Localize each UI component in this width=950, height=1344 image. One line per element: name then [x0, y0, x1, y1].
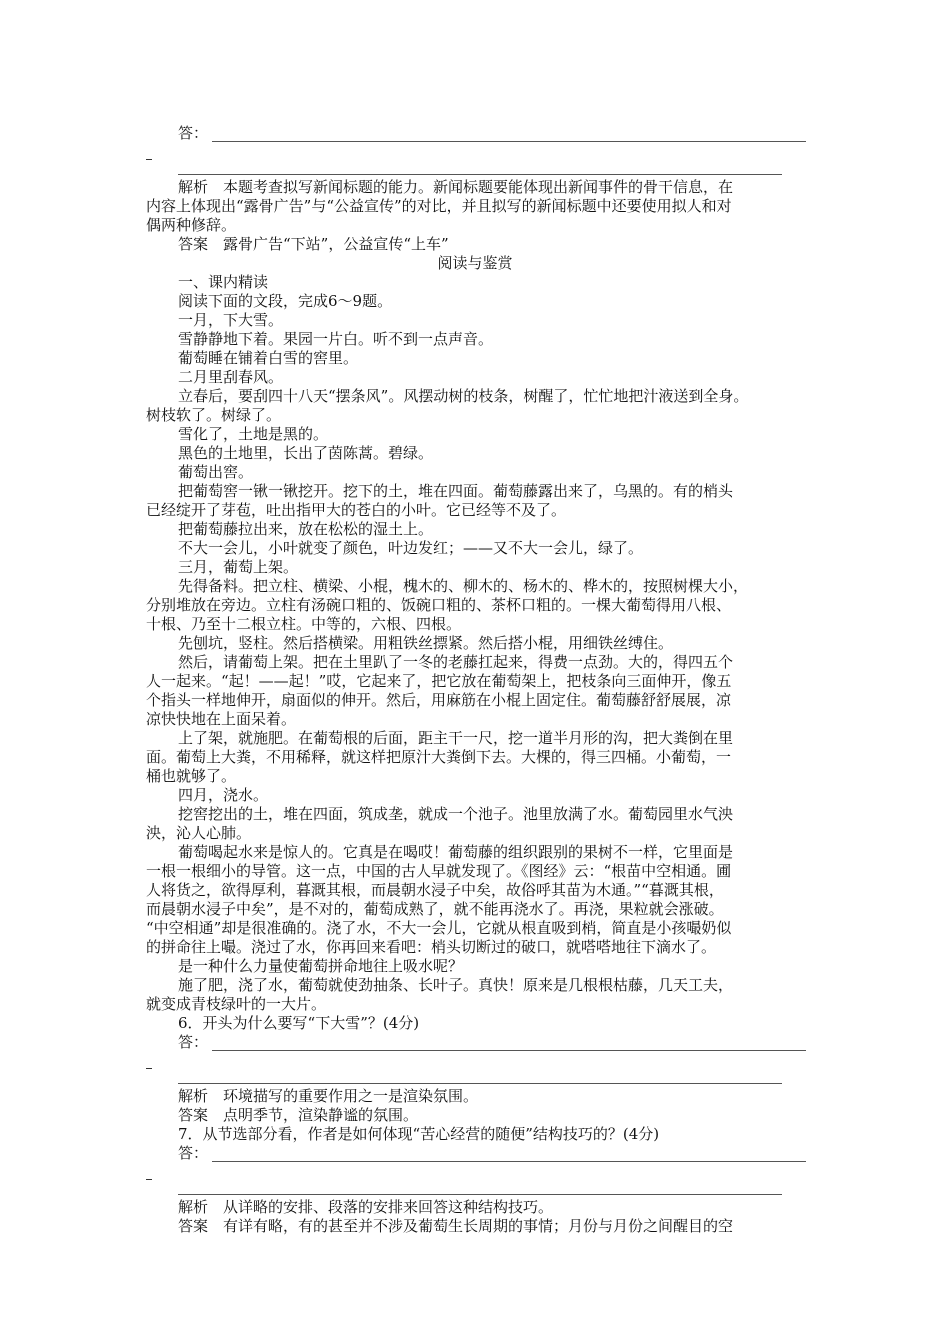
passage-line: 面。葡萄上大粪，不用稀释，就这样把原汁大粪倒下去。大棵的，得三四桶。小葡萄，一: [146, 748, 732, 766]
passage-line: 把葡萄窖一锹一锹挖开。挖下的土，堆在四面。葡萄藤露出来了，乌黑的。有的梢头: [178, 482, 734, 500]
passage-line: 雪静静地下着。果园一片白。听不到一点声音。: [178, 330, 494, 348]
passage-line: 葡萄睡在铺着白雪的窖里。: [178, 349, 359, 367]
answer-line: [178, 1194, 782, 1195]
passage-line: 把葡萄藤拉出来，放在松松的湿土上。: [178, 520, 434, 538]
analysis-text: 解析 环境描写的重要作用之一是渲染氛围。: [178, 1087, 479, 1105]
passage-line: 立春后，要刮四十八天“摆条风”。风摆动树的枝条，树醒了，忙忙地把汁液送到全身。: [178, 387, 749, 405]
answer-text: 答案 点明季节，渲染静谧的氛围。: [178, 1106, 419, 1124]
analysis-text: 解析 本题考查拟写新闻标题的能力。新闻标题要能体现出新闻事件的骨干信息，在: [178, 178, 734, 196]
passage-line: 个指头一样地伸开，扇面似的伸开。然后，用麻筋在小棍上固定住。葡萄藤舒舒展展，凉: [146, 691, 732, 709]
answer-label: 答：: [178, 1033, 209, 1051]
passage-line: 一月，下大雪。: [178, 311, 284, 329]
passage-line: 十根、乃至十二根立柱。中等的，六根、四根。: [146, 615, 462, 633]
passage-line: 树枝软了。树绿了。: [146, 406, 282, 424]
question-6: 6．开头为什么要写“下大雪”？(4分): [178, 1014, 420, 1032]
passage-line: 一根一根细小的导管。这一点，中国的古人早就发现了。《图经》云：“根苗中空相通。圃: [146, 862, 732, 880]
passage-line: “中空相通”却是很准确的。浇了水，不大一会儿，它就从根直吸到梢，简直是小孩嘬奶似: [146, 919, 732, 937]
passage-line: 先得备料。把立柱、横梁、小棍，槐木的、柳木的、杨木的、桦木的，按照树棵大小，: [178, 577, 749, 595]
passage-line: 人一起来。“起！——起！”哎，它起来了，把它放在葡萄架上，把枝条向三面伸开，像五: [146, 672, 732, 690]
passage-line: 挖窖挖出的土，堆在四面，筑成垄，就成一个池子。池里放满了水。葡萄园里水气泱: [178, 805, 734, 823]
passage-line: 分别堆放在旁边。立柱有汤碗口粗的、饭碗口粗的、茶杯口粗的。一棵大葡萄得用八根、: [146, 596, 732, 614]
answer-line-dash: [146, 159, 152, 160]
passage-line: 葡萄喝起水来是惊人的。它真是在喝哎！葡萄藤的组织跟别的果树不一样，它里面是: [178, 843, 734, 861]
passage-line: 然后，请葡萄上架。把在土里趴了一冬的老藤扛起来，得费一点劲。大的，得四五个: [178, 653, 734, 671]
passage-line: 不大一会儿，小叶就变了颜色，叶边发红；——又不大一会儿，绿了。: [178, 539, 644, 557]
question-7: 7．从节选部分看，作者是如何体现“苦心经营的随便”结构技巧的？(4分): [178, 1125, 660, 1143]
answer-label: 答：: [178, 1144, 209, 1162]
answer-line: [212, 141, 806, 142]
answer-line: [178, 1083, 782, 1084]
passage-line: 桶也就够了。: [146, 767, 237, 785]
passage-line: 雪化了，土地是黑的。: [178, 425, 329, 443]
passage-line: 是一种什么力量使葡萄拼命地往上吸水呢？: [178, 957, 464, 975]
analysis-text: 内容上体现出“露骨广告”与“公益宣传”的对比，并且拟写的新闻标题中还要使用拟人和对: [146, 197, 732, 215]
subsection-heading: 一、课内精读: [178, 273, 269, 291]
answer-text: 答案 有详有略，有的甚至并不涉及葡萄生长周期的事情；月份与月份之间醒目的空: [178, 1217, 734, 1235]
passage-line: 二月里刮春风。: [178, 368, 284, 386]
passage-line: 四月，浇水。: [178, 786, 269, 804]
passage-line: 泱，沁人心肺。: [146, 824, 252, 842]
passage-line: 三月，葡萄上架。: [178, 558, 299, 576]
passage-line: 的拼命往上嘬。浇过了水，你再回来看吧：梢头切断过的破口，就嗒嗒地往下滴水了。: [146, 938, 717, 956]
answer-line-dash: [146, 1179, 152, 1180]
answer-line: [212, 1050, 806, 1051]
answer-line: [212, 1161, 806, 1162]
answer-line-dash: [146, 1068, 152, 1069]
analysis-text: 解析 从详略的安排、段落的安排来回答这种结构技巧。: [178, 1198, 554, 1216]
passage-line: 而晨朝水浸子中矣”，是不对的，葡萄成熟了，就不能再浇水了。再浇，果粒就会涨破。: [146, 900, 724, 918]
passage-line: 葡萄出窖。: [178, 463, 254, 481]
passage-line: 黑色的土地里，长出了茵陈蒿。碧绿。: [178, 444, 434, 462]
passage-line: 上了架，就施肥。在葡萄根的后面，距主干一尺，挖一道半月形的沟，把大粪倒在里: [178, 729, 734, 747]
answer-text: 答案 露骨广告“下站”，公益宣传“上车”: [178, 235, 449, 253]
passage-line: 已经绽开了芽苞，吐出指甲大的苍白的小叶。它已经等不及了。: [146, 501, 567, 519]
passage-line: 凉快快地在上面呆着。: [146, 710, 297, 728]
passage-line: 先刨坑，竖柱。然后搭横梁。用粗铁丝摽紧。然后搭小棍，用细铁丝缚住。: [178, 634, 674, 652]
passage-line: 就变成青枝绿叶的一大片。: [146, 995, 327, 1013]
passage-line: 施了肥，浇了水，葡萄就使劲抽条、长叶子。真快！原来是几根根枯藤，几天工夫，: [178, 976, 734, 994]
answer-line: [178, 174, 782, 175]
passage-line: 人将货之，欲得厚利，暮溉其根，而晨朝水浸子中矣，故俗呼其苗为木通。”“暮溉其根，: [146, 881, 724, 899]
analysis-text: 偶两种修辞。: [146, 216, 237, 234]
section-title: 阅读与鉴赏: [437, 254, 513, 272]
instruction-text: 阅读下面的文段，完成6～9题。: [178, 292, 393, 310]
answer-label: 答：: [178, 124, 209, 142]
